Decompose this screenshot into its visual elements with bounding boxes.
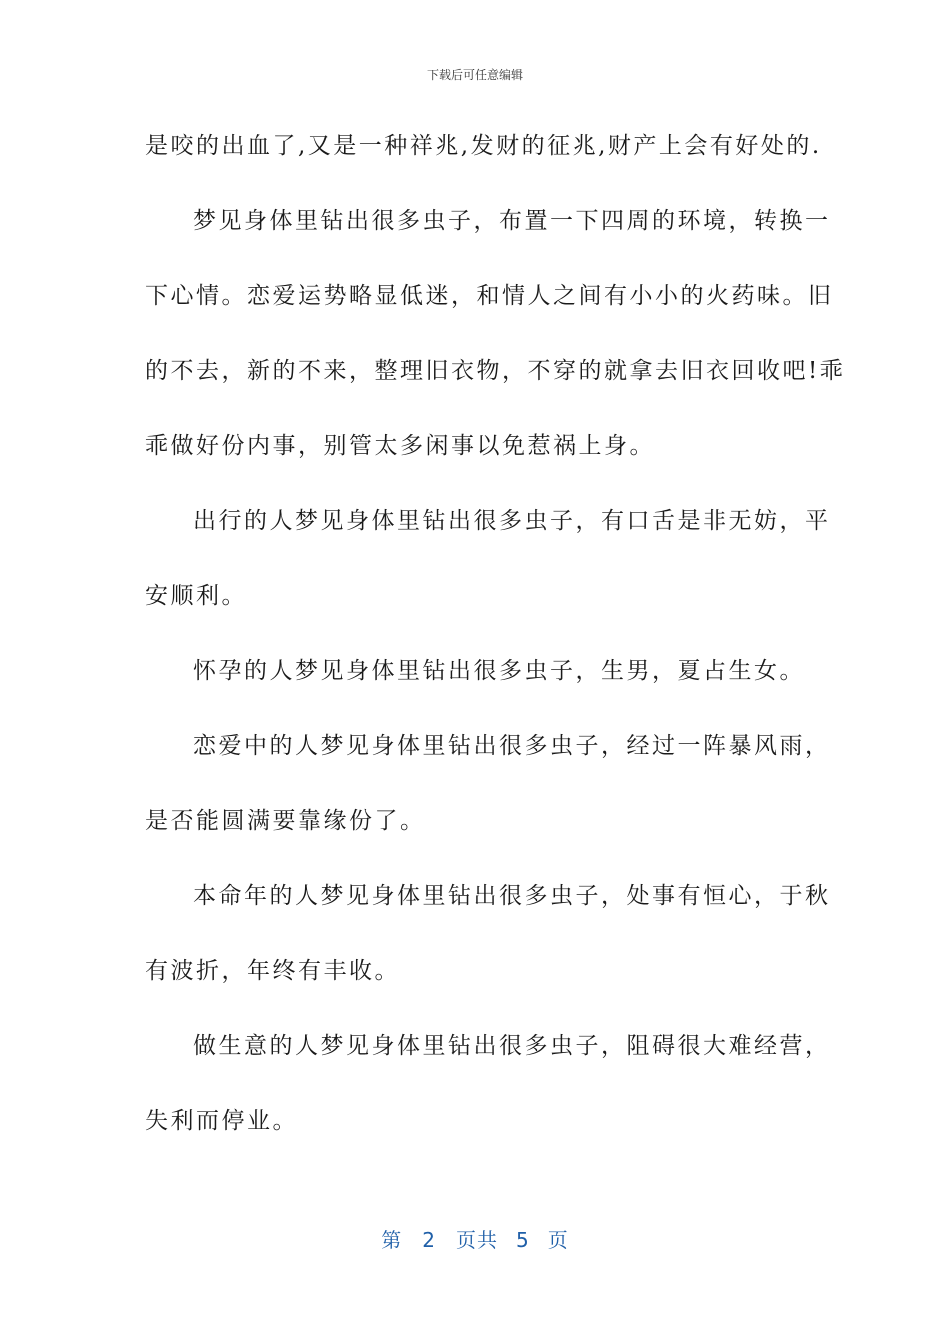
body-line: 安顺利。 [145, 583, 247, 609]
paragraph-start-line: 做生意的人梦见身体里钻出很多虫子，阻碍很大难经营， [193, 1033, 831, 1059]
page-footer [0, 1224, 950, 1253]
paragraph-start-line: 恋爱中的人梦见身体里钻出很多虫子，经过一阵暴风雨， [193, 733, 831, 759]
paragraph-start-line: 本命年的人梦见身体里钻出很多虫子，处事有恒心，于秋 [193, 883, 831, 909]
paragraph-start-line: 梦见身体里钻出很多虫子，布置一下四周的环境，转换一 [193, 208, 831, 234]
paragraph-start-line: 怀孕的人梦见身体里钻出很多虫子，生男，夏占生女。 [193, 658, 805, 684]
footer-suffix: 页 [547, 1228, 569, 1252]
footer-prefix: 第 [381, 1228, 403, 1252]
total-pages-number: 5 [516, 1228, 530, 1252]
body-line: 下心情。恋爱运势略显低迷，和情人之间有小小的火药味。旧 [145, 283, 834, 309]
page-header: 下载后可任意编辑 [426, 68, 523, 82]
body-line: 是否能圆满要靠缘份了。 [145, 808, 426, 834]
body-line: 有波折，年终有丰收。 [145, 958, 400, 984]
footer-middle: 页共 [456, 1228, 498, 1252]
body-line: 的不去，新的不来，整理旧衣物，不穿的就拿去旧衣回收吧!乖 [145, 358, 846, 384]
body-line: 是咬的出血了,又是一种祥兆,发财的征兆,财产上会有好处的. [145, 133, 822, 159]
paragraph-start-line: 出行的人梦见身体里钻出很多虫子，有口舌是非无妨，平 [193, 508, 831, 534]
current-page-number: 2 [422, 1228, 436, 1252]
body-line: 失利而停业。 [145, 1108, 298, 1134]
body-line: 乖做好份内事，别管太多闲事以免惹祸上身。 [145, 433, 655, 459]
